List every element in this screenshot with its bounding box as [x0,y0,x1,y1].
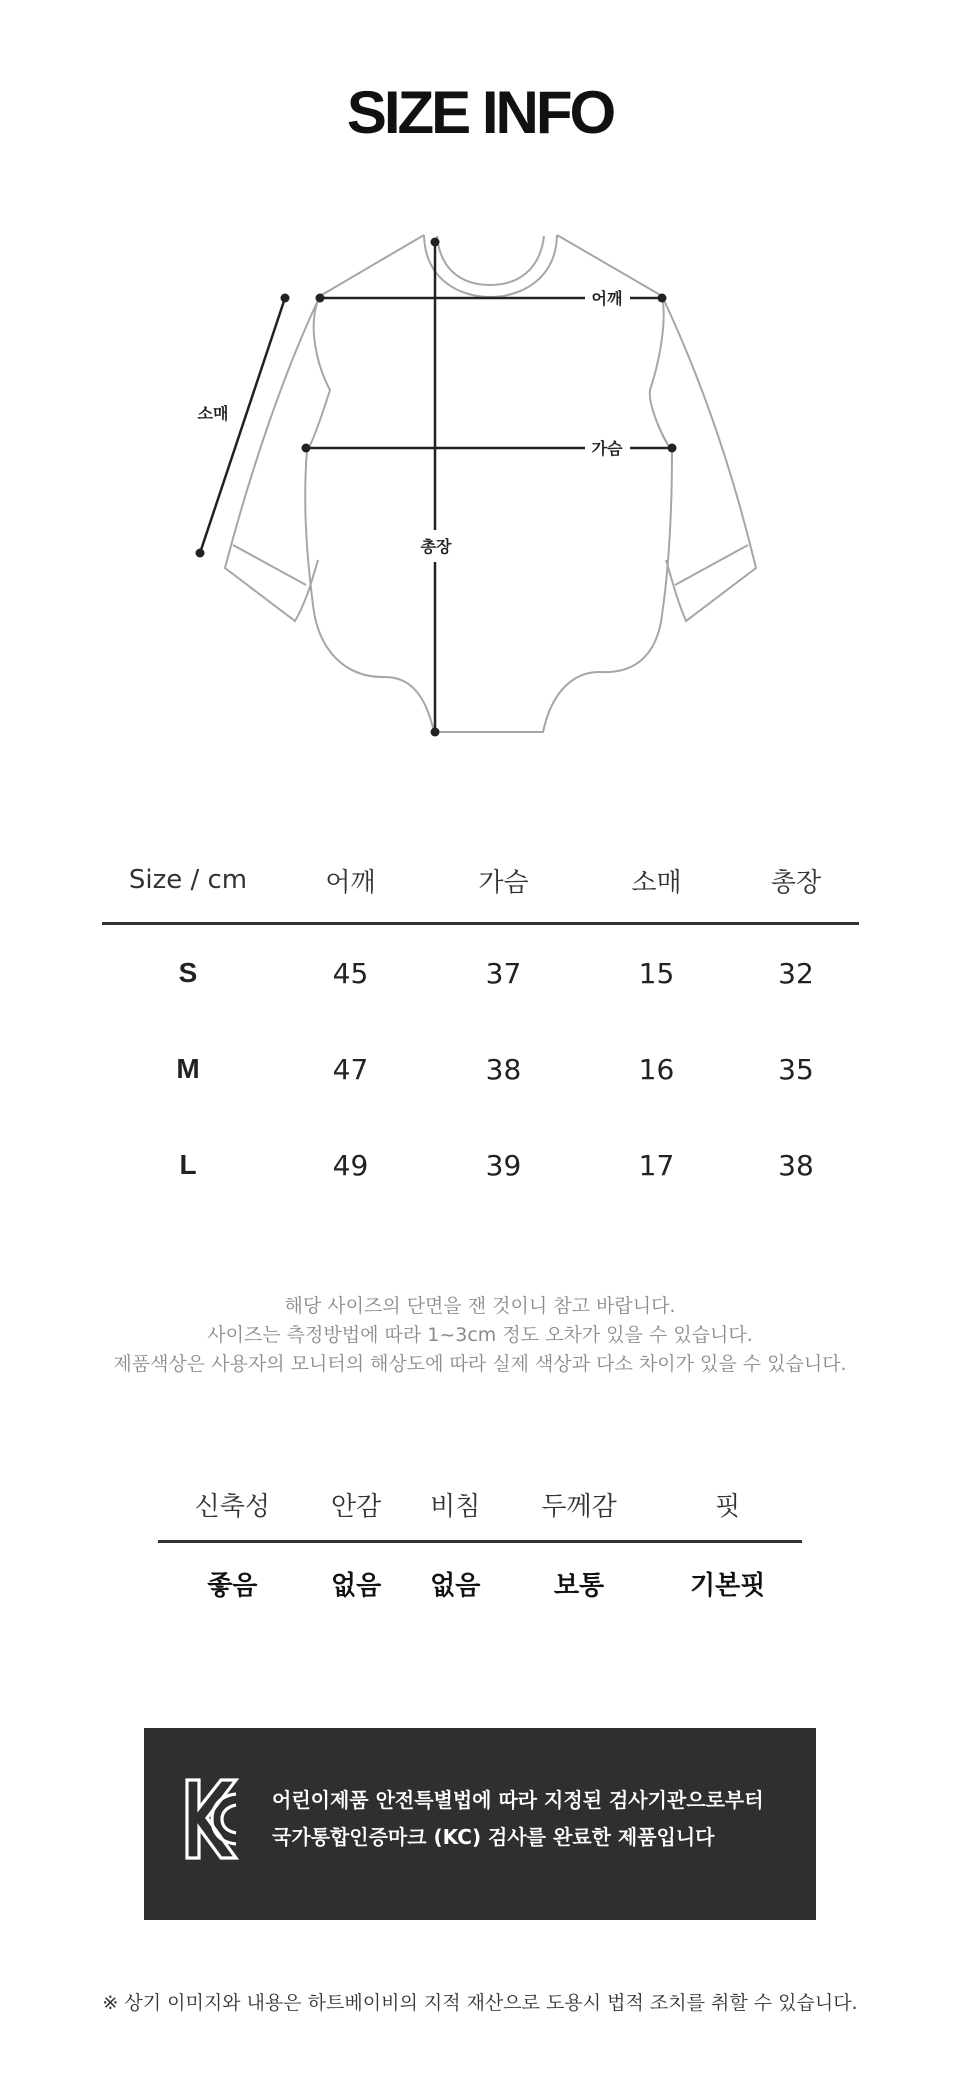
header-fit: 핏 [653,1468,802,1542]
sheerness-value: 없음 [430,1570,481,1601]
left-cuff-line [233,545,306,585]
bodysuit-outline [305,235,672,732]
kc-certification-text [272,1782,764,1856]
sleeve-cell: 16 [638,1052,675,1086]
collar-inner [437,236,544,285]
sleeve-measure-line [197,298,285,553]
lining-value: 없음 [331,1570,382,1601]
note-line: 제품색상은 사용자의 모니터의 해상도에 따라 실제 색상과 다소 차이가 있을 수 있습니다. [113,1353,847,1375]
collar-outer [424,235,557,297]
right-cuff-line [675,545,748,585]
length-cell: 32 [778,956,814,990]
chest-label: 가슴 [591,439,623,458]
table-row [102,924,859,1022]
size-cell: S [178,957,198,988]
shoulder-cell: 45 [332,956,369,990]
feel-table-header [158,1468,802,1542]
measurement-notes [0,1292,960,1379]
size-table [102,838,859,1213]
header-sleeve: 소매 [580,838,733,924]
table-row [102,1117,859,1213]
chest-cell: 38 [485,1052,522,1086]
note-line: 사이즈는 측정방법에 따라 1~3cm 정도 오차가 있을 수 있습니다. [207,1324,753,1346]
shoulder-cell: 47 [332,1052,369,1086]
header-chest: 가슴 [427,838,580,924]
chest-cell: 37 [485,956,522,990]
table-row [102,1021,859,1117]
header-stretch: 신축성 [158,1468,307,1542]
length-cell: 35 [778,1052,814,1086]
size-cell: L [179,1149,197,1180]
sleeve-cell: 17 [638,1148,675,1182]
fit-value: 기본핏 [689,1570,766,1601]
header-shoulder: 어깨 [274,838,427,924]
length-cell: 38 [778,1148,814,1182]
kc-text-line: 국가통합인증마크 (KC) 검사를 완료한 제품입니다 [272,1825,715,1849]
kc-text-line: 어린이제품 안전특별법에 따라 지정된 검사기관으로부터 [272,1788,764,1812]
header-lining: 안감 [307,1468,406,1542]
garment-measurement-diagram [0,200,960,760]
fabric-feel-table [158,1468,802,1623]
shoulder-label: 어깨 [591,289,623,308]
kc-mark-icon [184,1778,240,1862]
thickness-value: 보통 [553,1570,605,1601]
header-thickness: 두께감 [505,1468,654,1542]
shoulder-cell: 49 [332,1148,369,1182]
sleeve-cell: 15 [638,956,675,990]
size-cell: M [176,1053,200,1084]
kc-certification-banner [144,1728,816,1920]
chest-cell: 39 [485,1148,522,1182]
header-sheerness: 비침 [406,1468,505,1542]
length-label: 총장 [420,537,452,556]
size-table-header [102,838,859,924]
header-length: 총장 [733,838,859,924]
right-sleeve-outline [662,296,756,621]
sleeve-label: 소매 [197,404,229,423]
page-title: SIZE INFO [346,79,614,146]
copyright-notice: ※ 상기 이미지와 내용은 하트베이비의 지적 재산으로 도용시 법적 조치를 취할 수 있습니다. [102,1992,858,2014]
table-row [158,1542,802,1624]
stretch-value: 좋음 [207,1570,258,1601]
header-size: Size / cm [102,838,274,924]
note-line: 해당 사이즈의 단면을 잰 것이니 참고 바랍니다. [284,1295,676,1317]
